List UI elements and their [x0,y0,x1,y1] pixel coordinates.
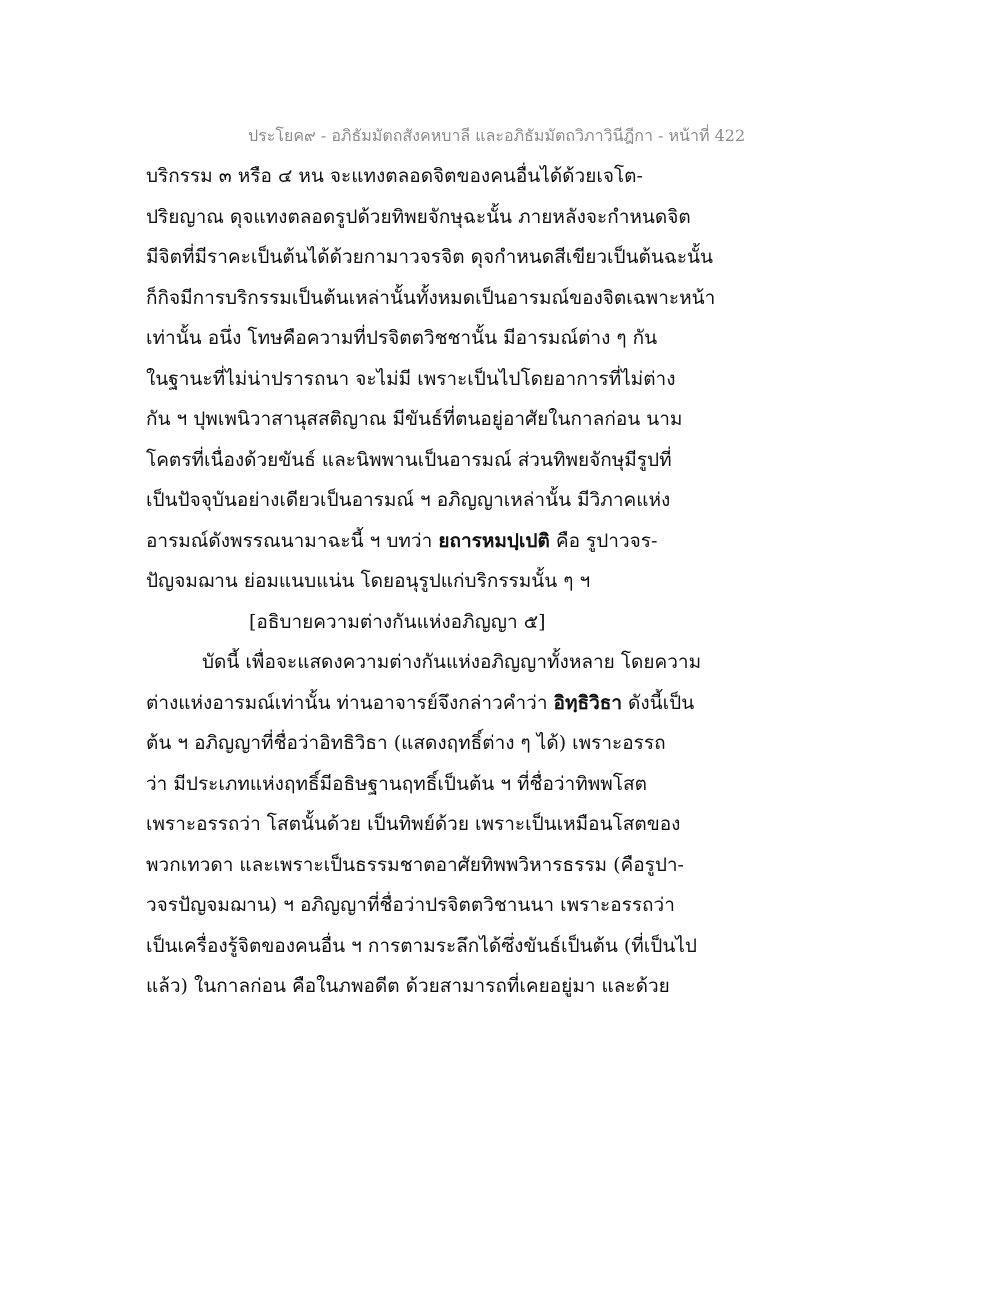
text-line [146,683,786,724]
paragraph-first-line: บัดนี้ เพื่อจะแสดงความต่างกันแห่งอภิญญาทั้งหลาย โดยความ [202,651,702,673]
text-line: เป็นเครื่องรู้จิตของคนอื่น ฯ การตามระลึกได้ซึ่งขันธ์เป็นต้น (ที่เป็นไป [146,934,697,957]
text-run: ดังนี้เป็น [622,691,695,714]
text-line: ต้น ฯ อภิญญาที่ชื่อว่าอิทธิวิธา (แสดงฤทธิ์ต่าง ๆ ได้) เพราะอรรถ [146,732,666,754]
pali-term-bold: ยถารหมปฺเปติ [438,529,550,552]
text-line: วจรปัญจมฌาน) ฯ อภิญญาที่ชื่อว่าปรจิตตวิชานนา เพราะอรรถว่า [146,894,675,916]
text-line: เป็นปัจจุบันอย่างเดียวเป็นอารมณ์ ฯ อภิญญาเหล่านั้น มีวิภาคแห่ง [146,489,671,511]
text-line: พวกเทวดา และเพราะเป็นธรรมชาตอาศัยทิพพวิหารธรรม (คือรูปา- [146,853,684,876]
text-line: เท่านั้น อนึ่ง โทษคือความที่ปรจิตตวิชชานั้น มีอารมณ์ต่าง ๆ กัน [146,327,658,349]
text-line: ก็กิจมีการบริกรรมเป็นต้นเหล่านั้นทั้งหมดเป็นอารมณ์ของจิตเฉพาะหน้า [146,286,716,309]
text-line: ปริยญาณ ดุจแทงตลอดรูปด้วยทิพยจักษุฉะนั้น ภายหลังจะกำหนดจิต [146,205,691,228]
text-line: กัน ฯ ปุพเพนิวาสานุสสติญาณ มีขันธ์ที่ตนอยู่อาศัยในกาลก่อน นาม [146,408,683,430]
text-line: ในฐานะที่ไม่น่าปรารถนา จะไม่มี เพราะเป็นไปโดยอาการที่ไม่ต่าง [146,367,676,390]
text-line: มีจิตที่มีราคะเป็นต้นได้ด้วยกามาวจรจิต ดุจกำหนดสีเขียวเป็นต้นฉะนั้น [146,246,713,268]
text-line: บริกรรม ๓ หรือ ๔ หน จะแทงตลอดจิตของคนอื่นได้ด้วยเจโต- [146,165,643,187]
text-line: โคตรที่เนื่องด้วยขันธ์ และนิพพานเป็นอารมณ์ ส่วนทิพยจักษุมีรูปที่ [146,448,672,471]
text-line [146,521,786,562]
text-line: แล้ว) ในกาลก่อน คือในภพอดีต ด้วยสามารถที่เคยอยู่มา และด้วย [146,975,670,997]
body-text [146,156,786,1007]
text-run: คือ รูปาวจร- [549,529,658,552]
text-line: เพราะอรรถว่า โสตนั้นด้วย เป็นทิพย์ด้วย เพราะเป็นเหมือนโสตของ [146,813,681,835]
running-header: ประโยค๙ - อภิธัมมัตถสังคหบาลี และอภิธัมมัตถวิภาวินีฎีกา - หน้าที่ 422 [248,126,746,145]
text-line: ปัญจมฌาน ย่อมแนบแน่น โดยอนุรูปแก่บริกรรมนั้น ๆ ฯ [146,570,591,592]
section-heading: [อธิบายความต่างกันแห่งอภิญญา ๕] [249,610,546,633]
text-run: อารมณ์ดังพรรณนามาฉะนี้ ฯ บทว่า [146,529,439,552]
pali-term-bold: อิทฺธิวิธา [553,691,622,714]
text-line: ว่า มีประเภทแห่งฤทธิ์มีอธิษฐานฤทธิ์เป็นต้น ฯ ที่ชื่อว่าทิพพโสต [146,772,647,795]
text-run: ต่างแห่งอารมณ์เท่านั้น ท่านอาจารย์จึงกล่าวคำว่า [146,691,554,714]
